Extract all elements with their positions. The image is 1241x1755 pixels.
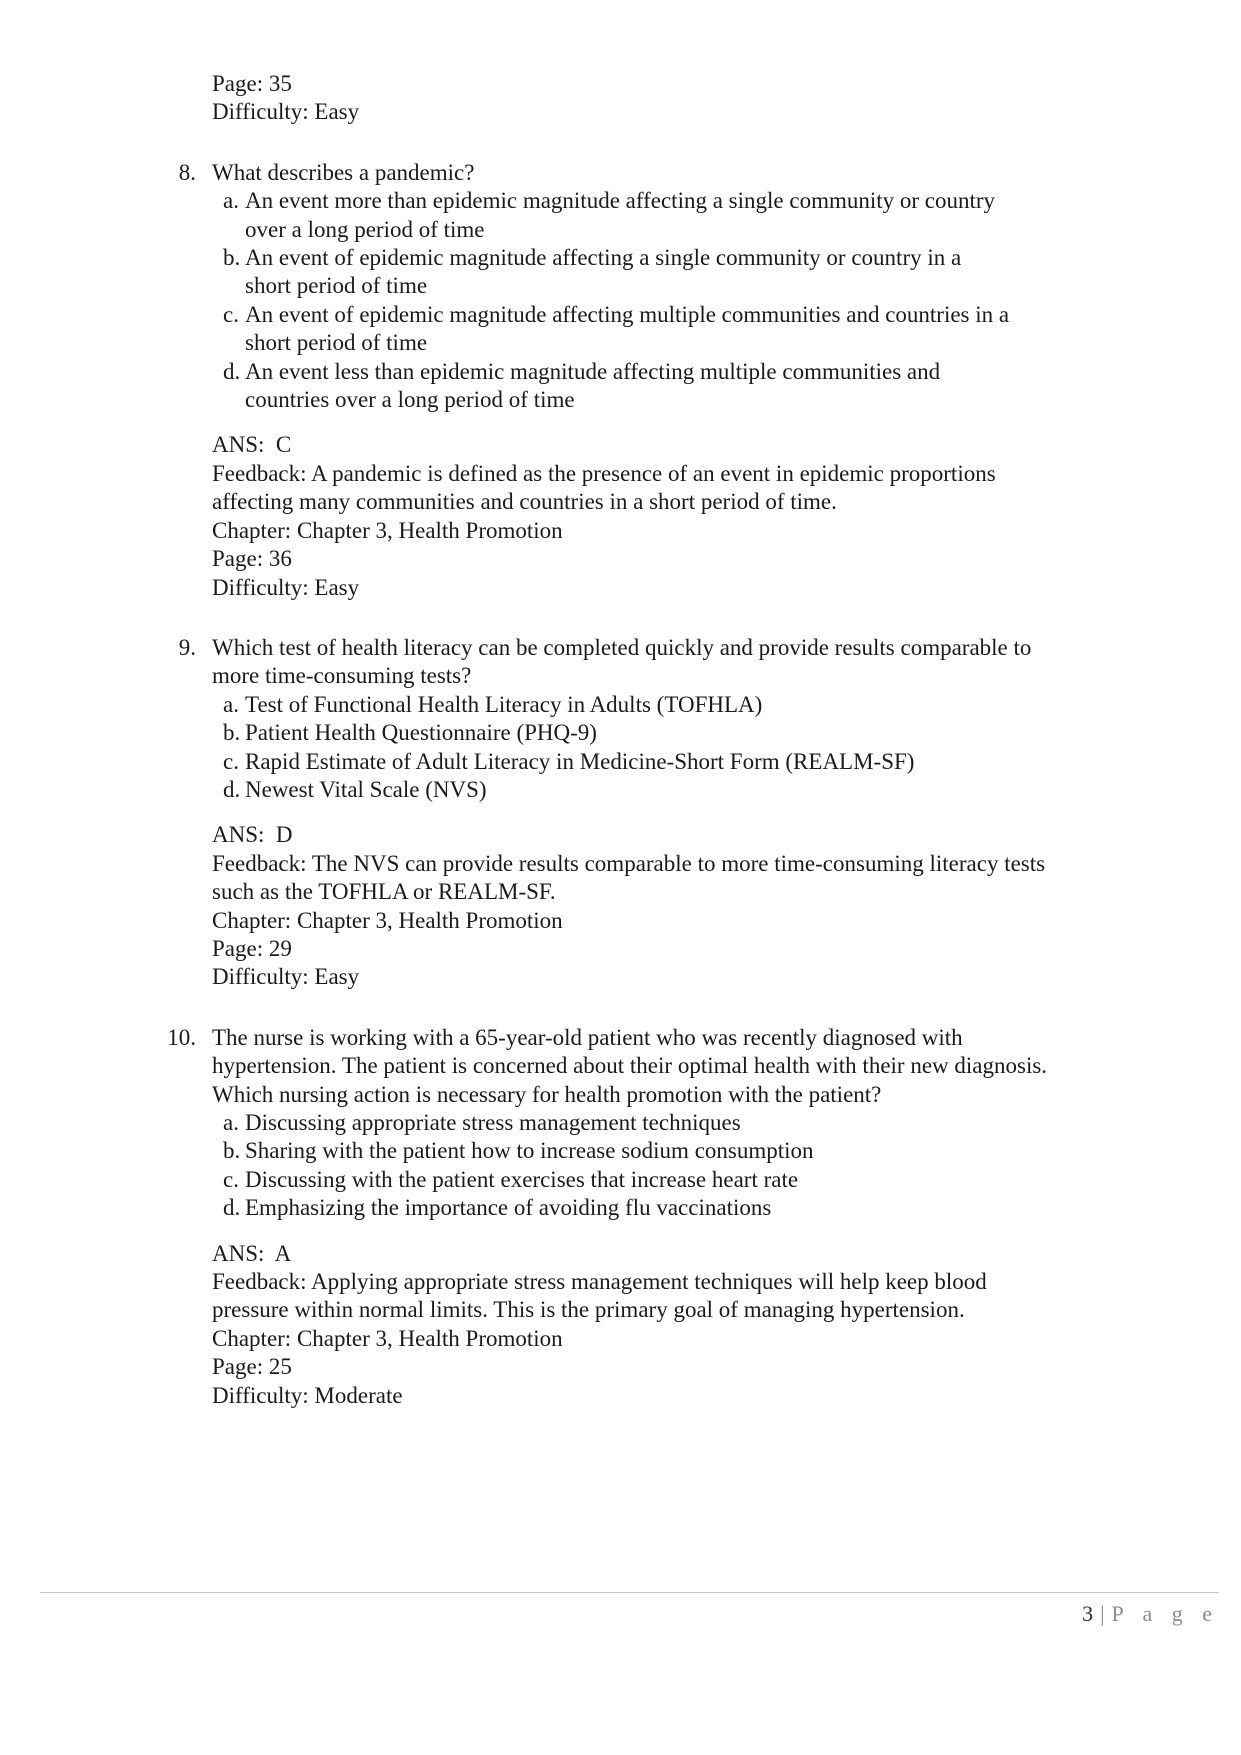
option-letter: d. [223, 776, 241, 802]
question-stem [212, 159, 474, 187]
question-stem-line: Which nursing action is necessary for health promotion with the patient? [212, 1081, 882, 1107]
option-letter: a. [223, 188, 239, 214]
answer-option [223, 1137, 1241, 1165]
answer-option [223, 1166, 1241, 1194]
option-letter: b. [223, 1138, 241, 1164]
footer-page-label: P a g e [1111, 1601, 1219, 1626]
option-letter: c. [223, 1166, 239, 1192]
meta-line: Difficulty: Easy [212, 99, 360, 125]
question-stem-line: Which test of health literacy can be completed quickly and provide results comparable to [212, 634, 1032, 660]
option-text: An event less than epidemic magnitude affecting multiple communities and [245, 358, 941, 384]
paragraph-gap [0, 414, 1241, 431]
option-continuation-line: short period of time [245, 330, 428, 356]
question [0, 1024, 1241, 1109]
answer-option [223, 691, 1241, 719]
option-text: Discussing appropriate stress management techniques [245, 1110, 741, 1135]
option-text: An event more than epidemic magnitude affecting a single community or country [245, 188, 996, 214]
footer-separator: | [1100, 1601, 1105, 1626]
meta-line: Page: 36 [212, 546, 292, 572]
answer-option [223, 1194, 1241, 1222]
feedback-line: Feedback: The NVS can provide results comparable to more time-consuming literacy tests [212, 850, 1046, 876]
option-text: An event of epidemic magnitude affecting multiple communities and countries in a [245, 301, 1010, 327]
feedback-line: pressure within normal limits. This is the primary goal of managing hypertension. [212, 1297, 965, 1323]
option-text: Test of Functional Health Literacy in Adults (TOFHLA) [245, 691, 763, 717]
paragraph-gap [0, 127, 1241, 159]
paragraph-gap [0, 602, 1241, 634]
feedback-line: such as the TOFHLA or REALM-SF. [212, 879, 556, 905]
question-stem-line: The nurse is working with a 65-year-old patient who was recently diagnosed with [212, 1024, 963, 1050]
option-letter: b. [223, 720, 241, 746]
option-continuation-line: short period of time [245, 273, 428, 299]
answer-line: ANS: D [212, 822, 293, 848]
answer-option [223, 748, 1241, 776]
meta-line: Chapter: Chapter 3, Health Promotion [212, 517, 563, 543]
question-stem [212, 634, 1031, 691]
question-stem [212, 1024, 1047, 1109]
question [0, 634, 1241, 691]
option-text: Emphasizing the importance of avoiding flu vaccinations [245, 1195, 772, 1221]
option-text: Patient Health Questionnaire (PHQ-9) [245, 720, 597, 746]
page-footer [40, 1592, 1219, 1628]
meta-line: Difficulty: Easy [212, 964, 360, 990]
option-text: Newest Vital Scale (NVS) [245, 776, 487, 802]
option-text: Discussing with the patient exercises that increase heart rate [245, 1166, 799, 1192]
answer-option [223, 719, 1241, 747]
option-letter: d. [223, 1195, 241, 1221]
question [0, 159, 1241, 187]
paragraph-gap [0, 1223, 1241, 1240]
question-stem-line: more time-consuming tests? [212, 663, 472, 689]
question-number: 9. [178, 634, 196, 660]
answer-line: ANS: A [212, 1240, 292, 1266]
feedback-line: Feedback: Applying appropriate stress management techniques will help keep blood [212, 1269, 987, 1295]
meta-line: Difficulty: Easy [212, 574, 360, 600]
option-letter: c. [223, 748, 239, 774]
answer-line: ANS: C [212, 432, 292, 458]
feedback-line: Feedback: A pandemic is defined as the presence of an event in epidemic proportions [212, 460, 996, 486]
meta-line: Page: 29 [212, 935, 292, 961]
meta-line: Chapter: Chapter 3, Health Promotion [212, 1325, 563, 1351]
answer-option [223, 1109, 1241, 1137]
option-continuation-line: countries over a long period of time [245, 387, 575, 413]
answer-option [223, 244, 1241, 272]
question-stem-line: hypertension. The patient is concerned about their optimal health with their new diagnosis. [212, 1053, 1048, 1079]
feedback-line: affecting many communities and countries in a short period of time. [212, 489, 837, 515]
option-text: Sharing with the patient how to increase sodium consumption [245, 1138, 814, 1164]
paragraph-gap [0, 804, 1241, 821]
option-letter: a. [223, 1110, 239, 1135]
meta-line: Chapter: Chapter 3, Health Promotion [212, 907, 563, 933]
footer-page-number: 3 [1082, 1601, 1094, 1626]
answer-option [223, 358, 1241, 386]
question-stem-line: What describes a pandemic? [212, 159, 475, 185]
meta-line: Difficulty: Moderate [212, 1382, 403, 1408]
answer-option [223, 776, 1241, 804]
answer-option [223, 187, 1241, 215]
option-text: Rapid Estimate of Adult Literacy in Medicine-Short Form (REALM-SF) [245, 748, 915, 774]
meta-line: Page: 35 [212, 71, 292, 96]
option-letter: a. [223, 691, 239, 717]
meta-line: Page: 25 [212, 1354, 292, 1380]
question-number: 10. [167, 1024, 196, 1050]
option-letter: d. [223, 358, 241, 384]
question-number: 8. [178, 159, 196, 185]
option-continuation-line: over a long period of time [245, 216, 485, 242]
paragraph-gap [0, 992, 1241, 1024]
option-letter: c. [223, 301, 239, 327]
option-letter: b. [223, 245, 241, 271]
option-text: An event of epidemic magnitude affecting a single community or country in a [245, 245, 962, 271]
answer-option [223, 301, 1241, 329]
